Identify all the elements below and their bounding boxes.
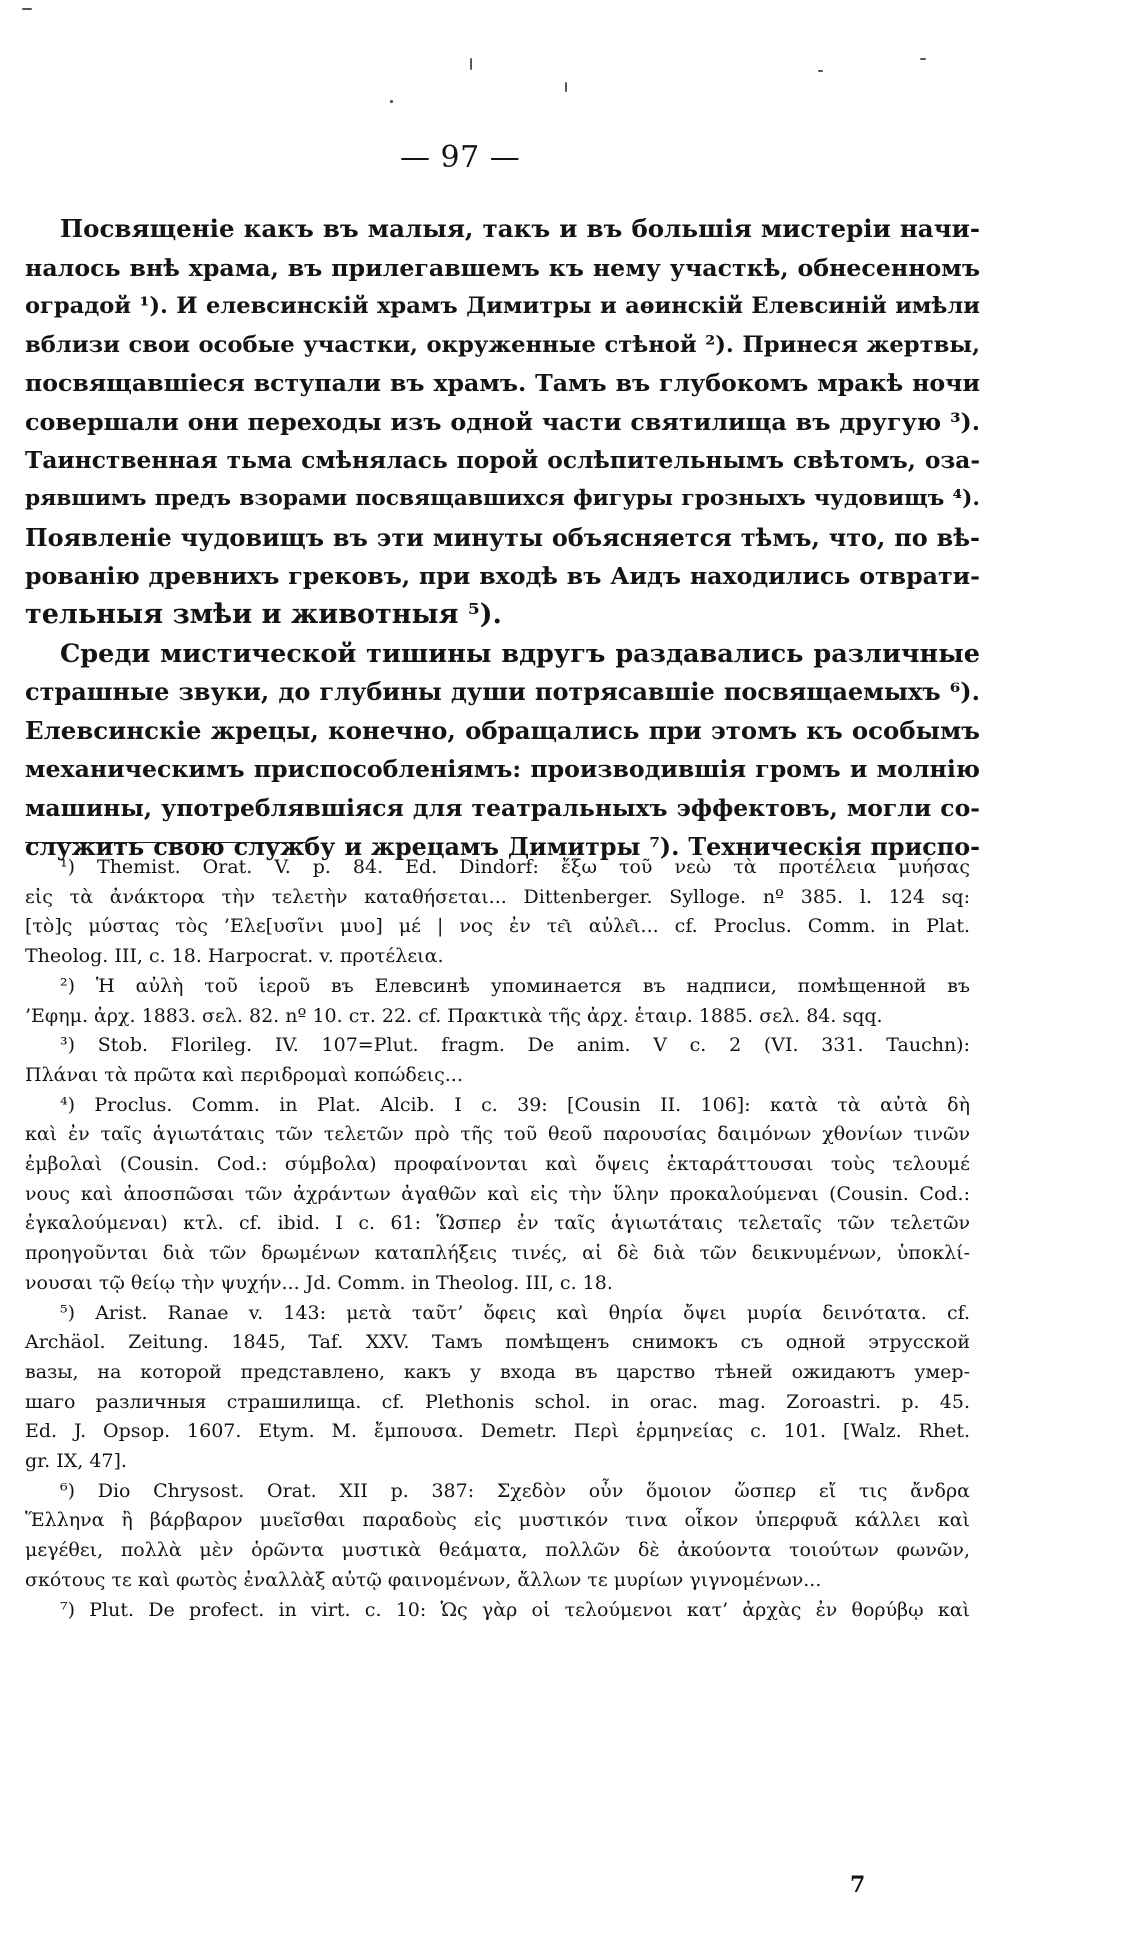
text-line: служить свою службу и жрецамъ Димитры ⁷). Техническія приспо- [25,832,980,861]
footnote-6 [25,1477,970,1596]
text-line: механическимъ приспособленіямъ: производившія громъ и молнію [25,755,980,784]
footnotes [25,853,970,1625]
footnote-line: νους καὶ ἀποσπῶσαι τῶν ἀχράντων ἀγαθῶν καὶ εἰς τὴν ὕλην προκαλούμεναι (Cousin. Cod.: [25,1182,970,1205]
footnote-line: εἰς τὰ ἀνάκτορα τὴν τελετὴν καταθήσεται... Dittenberger. Sylloge. nº 385. l. 124 sq: [25,885,970,908]
paragraph [25,635,980,867]
footnote-line: ²) Ἡ αὐλὴ τοῦ ἱεροῦ въ Елевсинѣ упоминается въ надписи, помѣщенной въ [60,974,970,997]
paragraph [25,210,980,635]
main-text [25,210,980,866]
footnote-divider [25,842,305,843]
footnote-line: [τὸ]ς μύστας τὸς ’Ελε[υσῖνι μυο] μέ | νος ἐν τε͂ι αὐλε͂ι... cf. Proclus. Comm. in Plat. [25,915,970,938]
text-line: тельныя змѣи и животныя ⁵). [25,598,502,630]
footnote-line: вазы, на которой представлено, какъ у входа въ царство тѣней ожидаютъ умер- [25,1360,970,1383]
footnote-line: προηγοῦνται διὰ τῶν δρωμένων καταπλήξεις τινές, αἱ δὲ διὰ τῶν δεικνυμένων, ὑποκλί- [25,1242,970,1265]
footnote-1 [25,853,970,972]
footnote-line: ⁵) Arist. Ranae v. 143: μετὰ ταῦτ’ ὄφεις καὶ θηρία ὄψει μυρία δεινότατα. cf. [60,1301,970,1324]
text-line: рованію древнихъ грековъ, при входѣ въ Аидъ находились отврати- [25,562,980,591]
footnote-line: gr. IX, 47]. [25,1450,127,1473]
footnote-line: σκότους τε καὶ φωτὸς ἐναλλὰξ αὐτῷ φαινομένων, ἄλλων τε μυρίων γιγνομένων... [25,1568,822,1591]
footnote-line: Ἕλληνα ἢ βάρβαρον μυεῖσθαι παραδοὺς εἰς μυστικόν τινα οἶκον ὑπερφυᾶ κάλλει καὶ [25,1509,970,1532]
book-page: — 97 — Посвященіе какъ въ малыя, такъ и въ большія мистеріи начи- налось внѣ храма, въ прилегавшемъ къ нему участкѣ, обнесенномъ оградой ¹). И елевсинскій храмъ Димитры и аѳинскій Елевсиній имѣли вблизи свои особые участки, окруженные стѣной ²). Принеся жертвы, посвящавшіеся вступали въ храмъ. Тамъ въ глубокомъ мракѣ ночи совершали они переходы изъ одной части святилища въ другую ³). Таинственная тьма смѣнялась порой ослѣпительнымъ свѣтомъ, оза- рявшимъ предъ взорами посвящавшихся фигуры грозныхъ чудовищъ ⁴). Появленіе чудовищъ въ эти минуты объясняется тѣмъ, что, по вѣ- рованію древнихъ грековъ, при входѣ въ Аидъ находились отврати- тельныя змѣи и животныя ⁵). Среди мистической тишины вдругъ раздавались различные страшные звуки, до глубины души потрясавшіе посвящаемыхъ ⁶). Елевсинскіе жрецы, конечно, обращались при этомъ къ особымъ механическимъ приспособленіямъ: производившія громъ и молнію машины, употреблявшіяся для театральныхъ эффектовъ, могли со- служить свою службу и жрецамъ Димитры ⁷). Техническія приспо- ¹) Themist. Orat. V. p. 84. Ed. Dindorf: ἔξω τοῦ νεὼ τὰ προτέλεια μυήσας εἰς τὰ ἀνάκτορα τὴν τελετὴν καταθήσεται... Dittenberger. Sylloge. nº 385. l. 124 sq: [τὸ]ς μύστας τὸς ’Ελε[υσῖνι μυο] μέ | νος ἐν τε͂ι αὐλε͂ι... cf. Proclus. Comm. in Plat. Theolog. III, c. 18. Harpocrat. v. προτέλεια. ²) Ἡ αὐλὴ τοῦ ἱεροῦ въ Елевсинѣ упоминается въ надписи, помѣщенной въ ’Εφημ. ἀρχ. 1883. σελ. 82. nº 10. ст. 22. cf. Πρακτικὰ τῆς ἀρχ. ἑταιρ. 1885. σελ. 84. sqq. ³) Stob. Florileg. IV. 107=Plut. fragm. De anim. V c. 2 (VI. 331. Tauchn): Πλάναι τὰ πρῶτα καὶ περιδρομαὶ κοπώδεις... ⁴) Proclus. Comm. in Plat. Alcib. I c. 39: [Cousin II. 106]: κατὰ τὰ αὐτὰ δὴ καὶ ἐν ταῖς ἁγιωτάταις τῶν τελετῶν πρὸ τῆς τοῦ θεοῦ παρουσίας δαιμόνων χθονίων τινῶν ἐμβολαὶ (Cousin. Cod.: σύμβολα) προφαίνονται καὶ ὄψεις ἐκταράττουσαι τοὺς τελουμέ νους καὶ ἀποσπῶσαι τῶν ἀχράντων ἀγαθῶν καὶ εἰς τὴν ὕλην προκαλούμεναι (Cousin. Cod.: ἐγκαλούμεναι) κτλ. cf. ibid. I c. 61: Ὥσπερ ἐν ταῖς ἁγιωτάταις τελεταῖς τῶν τελετῶν προηγοῦνται διὰ τῶν δρωμένων καταπλήξεις τινές, αἱ δὲ διὰ τῶν δεικνυμένων, ὑποκλί- νουσαι τῷ θείῳ τὴν ψυχήν... Jd. Comm. in Theolog. III, c. 18. ⁵) Arist. Ranae v. 143: μετὰ ταῦτ’ ὄφεις καὶ θηρία ὄψει μυρία δεινότατα. cf. Archäol. Zeitung. 1845, Taf. XXV. Тамъ помѣщенъ снимокъ съ одной этрусской вазы, на которой представлено, какъ у входа въ царство тѣней ожидаютъ умер- шаго различныя страшилища. cf. Plethonis schol. in orac. mag. Zoroastri. p. 45. Ed. J. Opsop. 1607. Etym. M. ἔμπουσα. Demetr. Περὶ ἑρμηνείας c. 101. [Walz. Rhet. gr. IX, 47]. ⁶) Dio Chrysost. Orat. XII p. 387: Σχεδὸν οὖν ὅμοιον ὥσπερ εἴ τις ἄνδρα Ἕλληνα ἢ βάρβαρον μυεῖσθαι παραδοὺς εἰς μυστικόν τινα οἶκον ὑπερφυᾶ κάλλει καὶ μεγέθει, πολλὰ μὲν ὁρῶντα μυστικὰ θεάματα, πολλῶν δὲ ἀκούοντα τοιούτων φωνῶν, σκότους τε καὶ φωτὸς ἐναλλὰξ αὐτῷ φαινομένων, ἄλλων τε μυρίων γιγνομένων... ⁷) Plut. De profect. in virt. c. 10: Ὡς γὰρ οἱ τελούμενοι κατ’ ἀρχὰς ἐν θορύβῳ καὶ 7 [0,0,1140,1960]
footnote-7 [25,1596,970,1626]
text-line: страшные звуки, до глубины души потрясавшіе посвящаемыхъ ⁶). [25,677,980,707]
footnote-line: Ed. J. Opsop. 1607. Etym. M. ἔμπουσα. Demetr. Περὶ ἑρμηνείας c. 101. [Walz. Rhet. [25,1420,970,1443]
footnote-line: ἐμβολαὶ (Cousin. Cod.: σύμβολα) προφαίνονται καὶ ὄψεις ἐκταράττουσαι τοὺς τελουμέ [25,1153,970,1176]
text-line: машины, употреблявшіяся для театральныхъ эффектовъ, могли со- [25,793,980,822]
footnote-line: ³) Stob. Florileg. IV. 107=Plut. fragm. De anim. V c. 2 (VI. 331. Tauchn): [60,1034,970,1057]
text-line: Елевсинскіе жрецы, конечно, обращались при этомъ къ особымъ [25,715,980,745]
footnote-4 [25,1091,970,1299]
footnote-line: ⁶) Dio Chrysost. Orat. XII p. 387: Σχεδὸν οὖν ὅμοιον ὥσπερ εἴ τις ἄνδρα [60,1479,970,1502]
text-line: налось внѣ храма, въ прилегавшемъ къ нему участкѣ, обнесенномъ [25,253,980,282]
footnote-line: Theolog. III, c. 18. Harpocrat. v. προτέλεια. [25,945,444,968]
footnote-line: шаго различныя страшилища. cf. Plethonis schol. in orac. mag. Zoroastri. p. 45. [25,1390,970,1413]
footnote-line: Archäol. Zeitung. 1845, Taf. XXV. Тамъ помѣщенъ снимокъ съ одной этрусской [25,1331,970,1354]
text-line: рявшимъ предъ взорами посвящавшихся фигуры грозныхъ чудовищъ ⁴). [25,486,980,512]
footnote-3 [25,1031,970,1090]
footnote-line: μεγέθει, πολλὰ μὲν ὁρῶντα μυστικὰ θεάματα, πολλῶν δὲ ἀκούοντα τοιούτων φωνῶν, [25,1539,970,1562]
footnote-line: ἐγκαλούμεναι) κτλ. cf. ibid. I c. 61: Ὥσπερ ἐν ταῖς ἁγιωτάταις τελεταῖς τῶν τελετῶν [25,1212,970,1235]
footnote-2 [25,972,970,1031]
text-line: Посвященіе какъ въ малыя, такъ и въ большія мистеріи начи- [60,214,980,243]
text-line: оградой ¹). И елевсинскій храмъ Димитры и аѳинскій Елевсиній имѣли [25,293,980,320]
footnote-line: ’Εφημ. ἀρχ. 1883. σελ. 82. nº 10. ст. 22. cf. Πρακτικὰ τῆς ἀρχ. ἑταιρ. 1885. σελ. 84. sqq. [25,1004,883,1027]
footnote-line: νουσαι τῷ θείῳ τὴν ψυχήν... Jd. Comm. in Theolog. III, c. 18. [25,1271,613,1294]
footnote-line: καὶ ἐν ταῖς ἁγιωτάταις τῶν τελετῶν πρὸ τῆς τοῦ θεοῦ παρουσίας δαιμόνων χθονίων τινῶν [25,1123,970,1146]
text-line: Среди мистической тишины вдругъ раздавались различные [60,638,980,669]
footnote-line: Πλάναι τὰ πρῶτα καὶ περιδρομαὶ κοπώδεις... [25,1063,463,1086]
text-line: совершали они переходы изъ одной части святилища въ другую ³). [25,407,980,436]
text-line: Появленіе чудовищъ въ эти минуты объясняется тѣмъ, что, по вѣ- [25,523,980,552]
text-line: вблизи свои особые участки, окруженные стѣной ²). Принеся жертвы, [25,331,980,358]
signature-mark: 7 [850,1872,866,1898]
footnote-line: ¹) Themist. Orat. V. p. 84. Ed. Dindorf: ἔξω τοῦ νεὼ τὰ προτέλεια μυήσας [60,856,970,878]
footnote-line: ⁴) Proclus. Comm. in Plat. Alcib. I c. 39: [Cousin II. 106]: κατὰ τὰ αὐτὰ δὴ [60,1093,970,1116]
footnote-line: ⁷) Plut. De profect. in virt. c. 10: Ὡς γὰρ οἱ τελούμενοι κατ’ ἀρχὰς ἐν θορύβῳ καὶ [60,1598,970,1621]
text-line: Таинственная тьма смѣнялась порой ослѣпительнымъ свѣтомъ, оза- [25,446,980,474]
text-line: посвящавшіеся вступали въ храмъ. Тамъ въ глубокомъ мракѣ ночи [25,369,980,398]
footnote-5 [25,1299,970,1477]
